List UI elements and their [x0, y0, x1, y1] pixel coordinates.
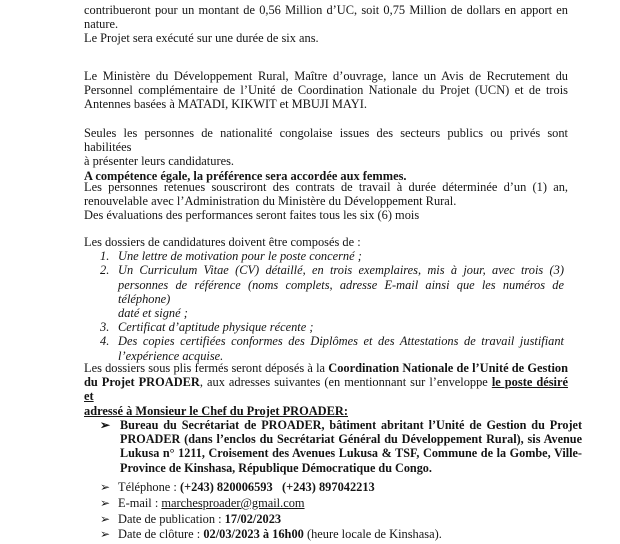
address-line: Province de Kinshasa, République Démocratique du Congo.: [120, 460, 432, 475]
intro-line: nature.: [84, 17, 119, 32]
eligibility-line: Seules les personnes de nationalité congolaise issues des secteurs publics ou privés sont habilitées: [84, 126, 568, 155]
contracts-paragraph: [84, 180, 568, 223]
closing-label: Date de clôture :: [118, 527, 204, 542]
email-link[interactable]: marchesproader@gmail.com: [161, 495, 305, 510]
ministry-line: Antennes basées à MATADI, KIKWIT et MBUJI MAYI.: [84, 97, 367, 112]
list-item-text: Un Curriculum Vitae (CV) détaillé, en trois exemplaires, mis à jour, avec trois (3): [118, 263, 564, 278]
ministry-paragraph: [84, 69, 568, 112]
submission-emphasis: du Projet PROADER: [84, 375, 200, 390]
arrow-bullet-icon: ➢: [100, 480, 111, 494]
documents-heading: Les dossiers de candidatures doivent être composés de :: [84, 235, 361, 249]
list-item-number: 1.: [100, 249, 110, 264]
contracts-line: Des évaluations des performances seront faites tous les six (6) mois: [84, 208, 420, 223]
submission-emphasis-underlined: le poste désiré et: [84, 375, 568, 404]
ministry-line: Personnel complémentaire de l’Unité de Coordination Nationale du Projet (UCN) et de trois: [84, 83, 568, 98]
eligibility-paragraph: [84, 126, 568, 183]
list-item: [84, 249, 564, 263]
address-line: PROADER (dans l’enclos du Secrétariat Général du Développement Rural), sis Avenue: [120, 432, 582, 447]
arrow-bullet-icon: ➢: [100, 511, 111, 526]
address-line: Lukusa n° 1211, Croisement des Avenues Lukusa & TSF, Commune de la Gombe, Ville-: [120, 446, 582, 461]
intro-line: contribueront pour un montant de 0,56 Million d’UC, soit 0,75 Million de dollars en apport en: [84, 3, 568, 17]
list-item-text: Des copies certifiées conformes des Diplômes et des Attestations de travail justifiant: [118, 334, 564, 349]
intro-line: Le Projet sera exécuté sur une durée de six ans.: [84, 31, 319, 46]
submission-text: , aux adresses suivantes (en mentionnant sur l’enveloppe: [199, 375, 492, 390]
closing-suffix: (heure locale de Kinshasa).: [303, 527, 442, 542]
intro-paragraph: [84, 3, 568, 46]
arrow-bullet-icon: ➢: [100, 495, 111, 510]
ministry-line: Le Ministère du Développement Rural, Maître d’ouvrage, lance un Avis de Recrutement du: [84, 69, 568, 83]
email-label: E-mail :: [118, 495, 162, 510]
submission-emphasis: Coordination Nationale de l’Unité de Gestion: [328, 361, 568, 375]
contact-publication-date: [100, 512, 560, 528]
list-item-number: 3.: [100, 320, 110, 335]
phone-label: Téléphone :: [118, 480, 180, 494]
preference-statement: A compétence égale, la préférence sera accordée aux femmes.: [84, 168, 407, 183]
address-block: [98, 418, 582, 475]
contacts-list: [100, 480, 560, 543]
list-item-text: l’expérience acquise.: [118, 348, 224, 363]
list-item-text: daté et signé ;: [118, 306, 188, 321]
arrow-bullet-icon: ➢: [100, 527, 111, 542]
closing-date: 02/03/2023 à 16h00: [203, 527, 304, 542]
list-item-number: 2.: [100, 263, 110, 278]
publication-label: Date de publication :: [118, 511, 225, 526]
list-item: [84, 263, 564, 320]
submission-line: [84, 361, 568, 375]
submission-line: [84, 375, 568, 403]
submission-addressee: adressé à Monsieur le Chef du Projet PROADER:: [84, 403, 348, 418]
list-item-text: personnes de référence (noms complets, adresse E-mail ainsi que les numéros de téléphone): [118, 277, 564, 306]
contracts-line: renouvelable avec l’Administration du Ministère du Développement Rural.: [84, 194, 457, 209]
documents-section: [84, 235, 564, 363]
address-line: Bureau du Secrétariat de PROADER, bâtiment abritant l’Unité de Gestion du Projet: [120, 418, 582, 432]
eligibility-line: à présenter leurs candidatures.: [84, 154, 234, 169]
submission-paragraph: [84, 361, 568, 418]
list-item-text: Certificat d’aptitude physique récente ;: [118, 320, 314, 335]
submission-text: Les dossiers sous plis fermés seront déposés à la: [84, 361, 329, 375]
list-item: [84, 334, 564, 362]
publication-date: 17/02/2023: [224, 511, 282, 526]
list-item-number: 4.: [100, 334, 110, 349]
phone-value: (+243) 820006593 (+243) 897042213: [179, 480, 375, 494]
contact-closing-date: [100, 527, 560, 543]
list-item: [84, 320, 564, 334]
contracts-line: Les personnes retenues souscriront des contrats de travail à durée déterminée d’un (1) an,: [84, 180, 568, 194]
arrow-bullet-icon: ➢: [100, 418, 111, 432]
list-item-text: Une lettre de motivation pour le poste concerné ;: [118, 249, 362, 264]
contact-email: [100, 496, 560, 512]
contact-phone: [100, 480, 560, 496]
